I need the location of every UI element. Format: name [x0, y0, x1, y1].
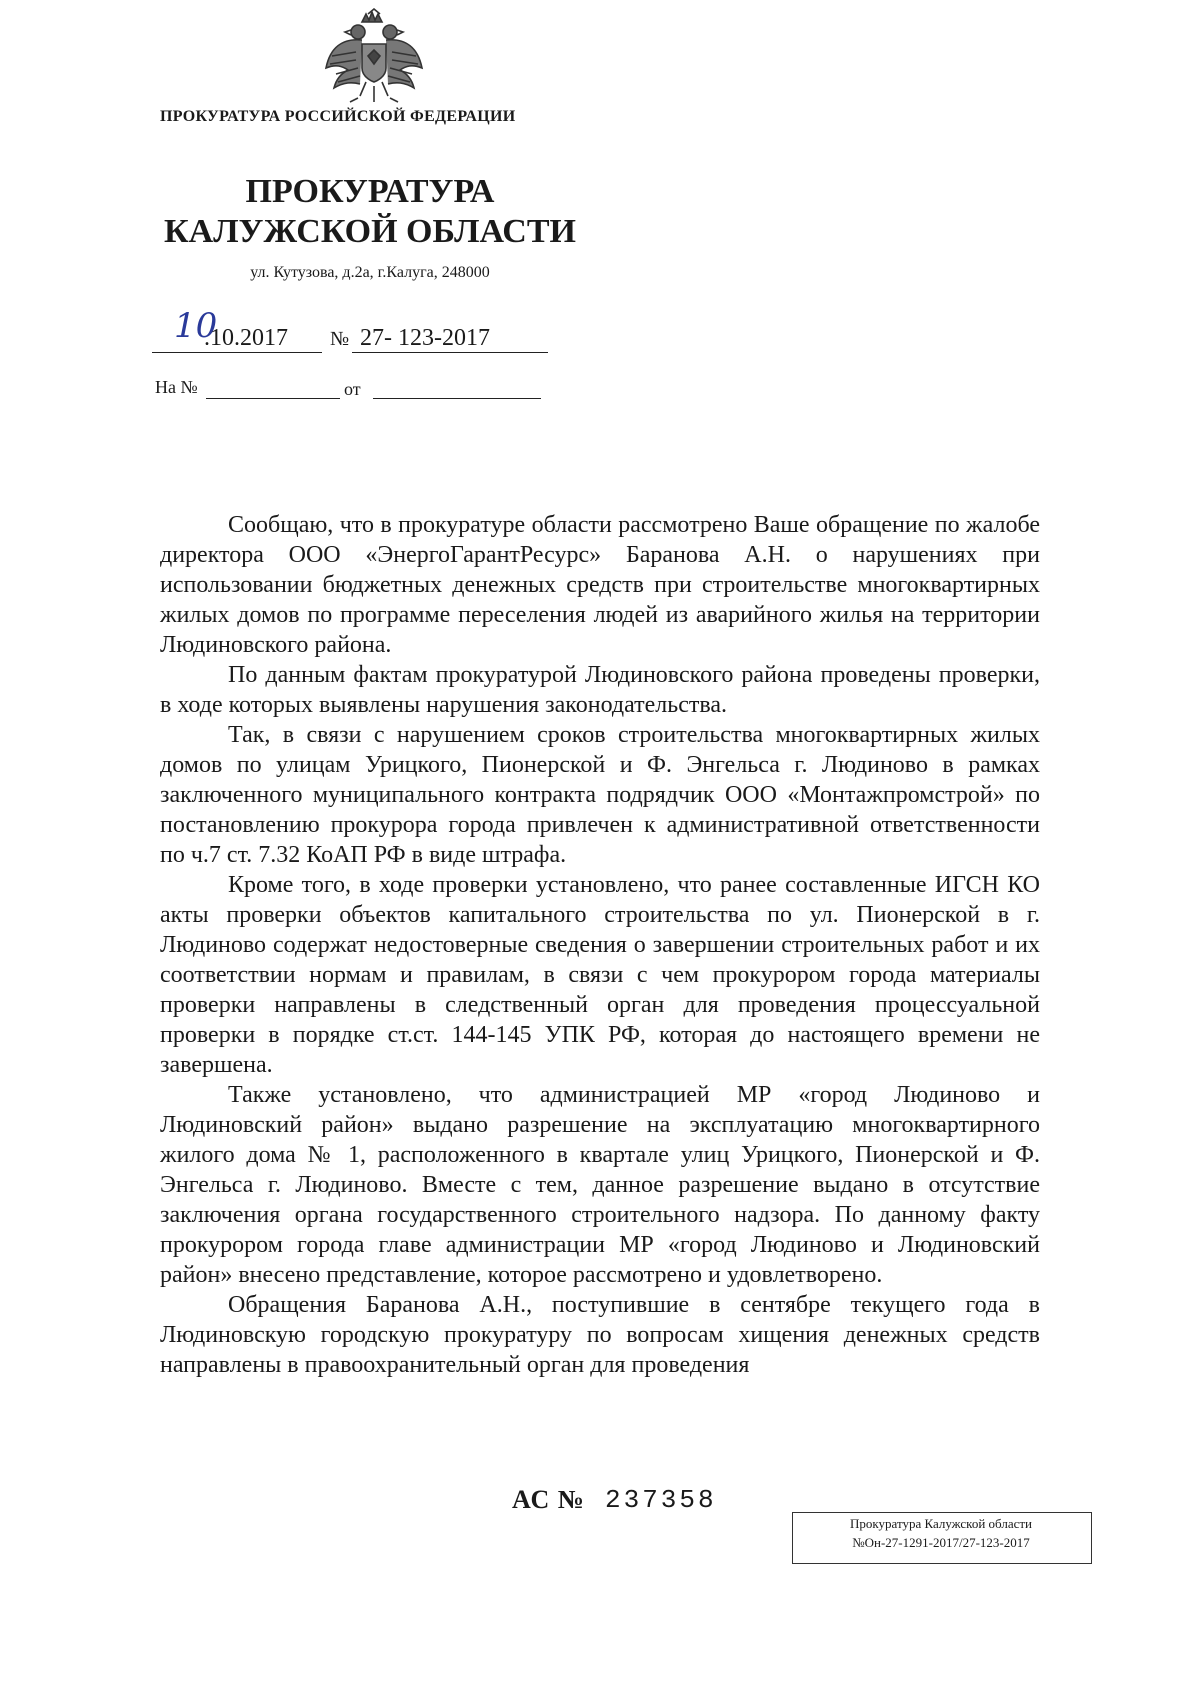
federation-heading: ПРОКУРАТУРА РОССИЙСКОЙ ФЕДЕРАЦИИ	[160, 108, 516, 125]
office-name-line1: ПРОКУРАТУРА	[245, 173, 495, 210]
body-paragraph: Кроме того, в ходе проверки установлено, что ранее составленные ИГСН КО акты проверки объектов капитального строительства по ул. Пионерской в г. Людиново содержат недостоверные сведения о завершении строительных работ и их соответствии нормам и правилам, в связи с чем прокурором города материалы проверки направлены в следственный орган для проведения процессуальной проверки в порядке ст.ст. 144-145 УПК РФ, которая до настоящего времени не завершена.	[160, 872, 1040, 1078]
reply-number-blank	[206, 376, 340, 399]
outgoing-date: .10.2017	[204, 325, 288, 351]
body-paragraph: Обращения Баранова А.Н., поступившие в сентябре текущего года в Людиновскую городскую прокуратуру по вопросам хищения денежных средств направлены в правоохранительный орган для проведения	[160, 1292, 1040, 1378]
reply-to-label: На №	[155, 377, 198, 397]
office-name-line2: КАЛУЖСКОЙ ОБЛАСТИ	[164, 213, 576, 250]
letter-body	[160, 510, 1040, 1380]
form-series: АС №	[512, 1485, 585, 1514]
emblem-icon	[322, 8, 426, 108]
body-paragraph: Сообщаю, что в прокуратуре области рассмотрено Ваше обращение по жалобе директора ООО «ЭнергоГарантРесурс» Баранова А.Н. о нарушениях при использовании бюджетных денежных средств при строительстве многоквартирных жилых домов по программе переселения людей из аварийного жилья на территории Людиновского района.	[160, 512, 1040, 658]
form-number: 237358	[605, 1485, 717, 1515]
office-address: ул. Кутузова, д.2а, г.Калуга, 248000	[250, 264, 490, 281]
handwritten-day: 10	[174, 306, 218, 346]
reply-from-label: от	[344, 379, 361, 399]
stamp-number-line: №Он-27-1291-2017/27-123-2017	[852, 1535, 1030, 1550]
body-paragraph: Также установлено, что администрацией МР «город Людиново и Людиновский район» выдано разрешение на эксплуатацию многоквартирного жилого дома № 1, расположенного в квартале улиц Урицкого, Пионерской и Ф. Энгельса г. Людиново. Вместе с тем, данное разрешение выдано в отсутствие заключения органа государственного строительного надзора. По данному факту прокурором города главе администрации МР «город Людиново и Людиновский район» внесено представление, которое рассмотрено и удовлетворено.	[160, 1082, 1040, 1288]
body-paragraph: По данным фактам прокуратурой Людиновского района проведены проверки, в ходе которых выявлены нарушения законодательства.	[160, 662, 1040, 718]
stamp-office-line: Прокуратура Калужской области	[849, 1516, 1033, 1531]
number-label: №	[330, 328, 350, 350]
registration-number: 27- 123-2017	[360, 325, 490, 351]
body-paragraph: Так, в связи с нарушением сроков строительства многоквартирных жилых домов по улицам Урицкого, Пионерской и Ф. Энгельса г. Людиново в рамках заключенного муниципального контракта подрядчик ООО «Монтажпромстрой» по постановлению прокурора города привлечен к административной ответственности по ч.7 ст. 7.32 КоАП РФ в виде штрафа.	[160, 722, 1040, 868]
reply-date-blank	[373, 376, 541, 399]
